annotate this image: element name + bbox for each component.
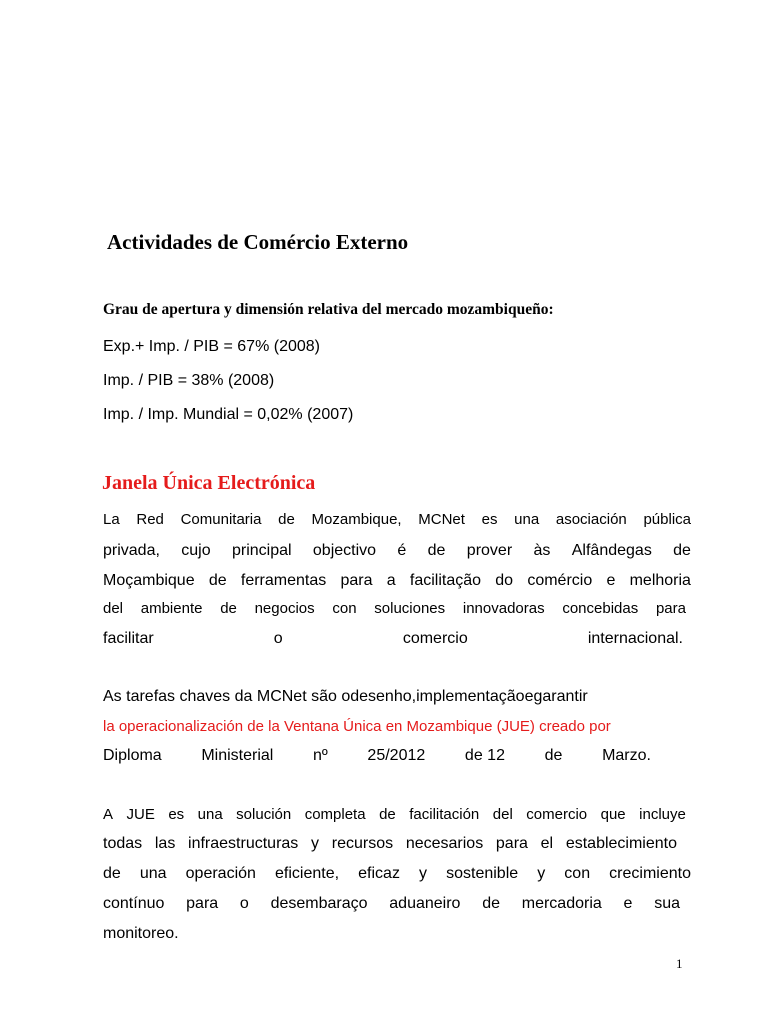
word: asociación (555, 511, 627, 528)
section-title: Janela Única Electrónica (102, 472, 316, 494)
word: de (544, 747, 563, 764)
word: comercio (526, 806, 588, 823)
page-number: 1 (676, 956, 683, 971)
paragraph-line: As tarefas chaves da MCNet são odesenho,implementaçãoegarantir (103, 688, 588, 705)
word: de (379, 806, 396, 823)
word: para (340, 572, 373, 589)
word: incluye (639, 806, 686, 823)
word: Mozambique, (311, 511, 402, 528)
word: soluciones (374, 600, 446, 617)
word: una (514, 511, 540, 528)
word: de (103, 865, 121, 882)
word: desembaraço (270, 895, 368, 912)
stat-line: Exp.+ Imp. / PIB = 67% (2008) (103, 338, 320, 355)
word: JUE (126, 806, 155, 823)
paragraph-line (103, 895, 680, 913)
word: una (197, 806, 223, 823)
word: y (537, 865, 546, 882)
word: para (186, 895, 219, 912)
word: de (278, 511, 295, 528)
word: La (103, 511, 120, 528)
word: aduaneiro (389, 895, 461, 912)
word: a (386, 572, 396, 589)
page-title: Actividades de Comércio Externo (107, 230, 409, 254)
word: Moçambique (103, 572, 195, 589)
paragraph-line (103, 600, 686, 617)
word: operación (185, 865, 256, 882)
word: comércio (527, 572, 593, 589)
word: infraestructuras (188, 835, 299, 852)
word: comercio (402, 630, 468, 647)
word: concebidas (562, 600, 639, 617)
word: negocios (254, 600, 315, 617)
word: todas (103, 835, 143, 852)
word: que (600, 806, 626, 823)
word: para (495, 835, 528, 852)
word: una (139, 865, 167, 882)
word: Diploma (103, 747, 162, 764)
word: recursos (331, 835, 394, 852)
word: e (623, 895, 633, 912)
word: principal (231, 542, 292, 559)
paragraph-line (103, 806, 686, 823)
paragraph-line (103, 747, 651, 765)
word: ferramentas (240, 572, 327, 589)
word: e (606, 572, 616, 589)
word: de (427, 542, 446, 559)
paragraph-line (103, 572, 691, 590)
word: melhoria (629, 572, 691, 589)
word: de (220, 600, 237, 617)
word: privada, (103, 542, 160, 559)
word: contínuo (103, 895, 165, 912)
word: MCNet (418, 511, 465, 528)
word: Marzo. (602, 747, 651, 764)
word: prover (466, 542, 513, 559)
word: es (168, 806, 185, 823)
word: Alfândegas (571, 542, 652, 559)
word: establecimiento (565, 835, 677, 852)
word: facilitação (409, 572, 482, 589)
word: às (533, 542, 551, 559)
word: ambiente (140, 600, 203, 617)
paragraph-line (103, 511, 691, 528)
word: es (481, 511, 498, 528)
paragraph-line (103, 865, 691, 883)
subtitle: Grau de apertura y dimensión relativa del mercado mozambiqueño: (103, 301, 554, 318)
word: pública (643, 511, 691, 528)
word: con (564, 865, 591, 882)
word: para (655, 600, 686, 617)
stat-line: Imp. / Imp. Mundial = 0,02% (2007) (103, 406, 354, 423)
word: facilitación (409, 806, 480, 823)
word: innovadoras (462, 600, 545, 617)
paragraph-line (103, 835, 677, 853)
word: de (208, 572, 227, 589)
word: crecimiento (609, 865, 691, 882)
word: sua (654, 895, 680, 912)
word: eficiente, (275, 865, 340, 882)
word: o (273, 630, 283, 647)
paragraph-line (103, 630, 683, 648)
word: de 12 (464, 747, 505, 764)
word: o (239, 895, 249, 912)
word: el (540, 835, 554, 852)
paragraph-line: monitoreo. (103, 925, 179, 942)
word: del (103, 600, 124, 617)
word: de (482, 895, 500, 912)
word: completa (304, 806, 366, 823)
word: y (311, 835, 320, 852)
word: con (332, 600, 357, 617)
word: A (103, 806, 114, 823)
word: objectivo (312, 542, 377, 559)
word: 25/2012 (367, 747, 426, 764)
word: las (154, 835, 176, 852)
word: de (673, 542, 691, 559)
word: sostenible (446, 865, 519, 882)
word: Comunitaria (180, 511, 262, 528)
word: eficaz (358, 865, 400, 882)
word: internacional. (587, 630, 683, 647)
word: mercadoria (521, 895, 602, 912)
word: do (495, 572, 514, 589)
paragraph-line-highlight: la operacionalización de la Ventana Única en Mozambique (JUE) creado por (103, 718, 611, 735)
word: necesarios (405, 835, 484, 852)
stat-line: Imp. / PIB = 38% (2008) (103, 372, 275, 389)
word: cujo (181, 542, 211, 559)
word: solución (236, 806, 292, 823)
word: Red (136, 511, 164, 528)
word: facilitar (103, 630, 154, 647)
word: é (397, 542, 407, 559)
paragraph-line (103, 542, 691, 560)
word: Ministerial (201, 747, 274, 764)
word: del (492, 806, 513, 823)
word: y (419, 865, 428, 882)
word: nº (313, 747, 328, 764)
